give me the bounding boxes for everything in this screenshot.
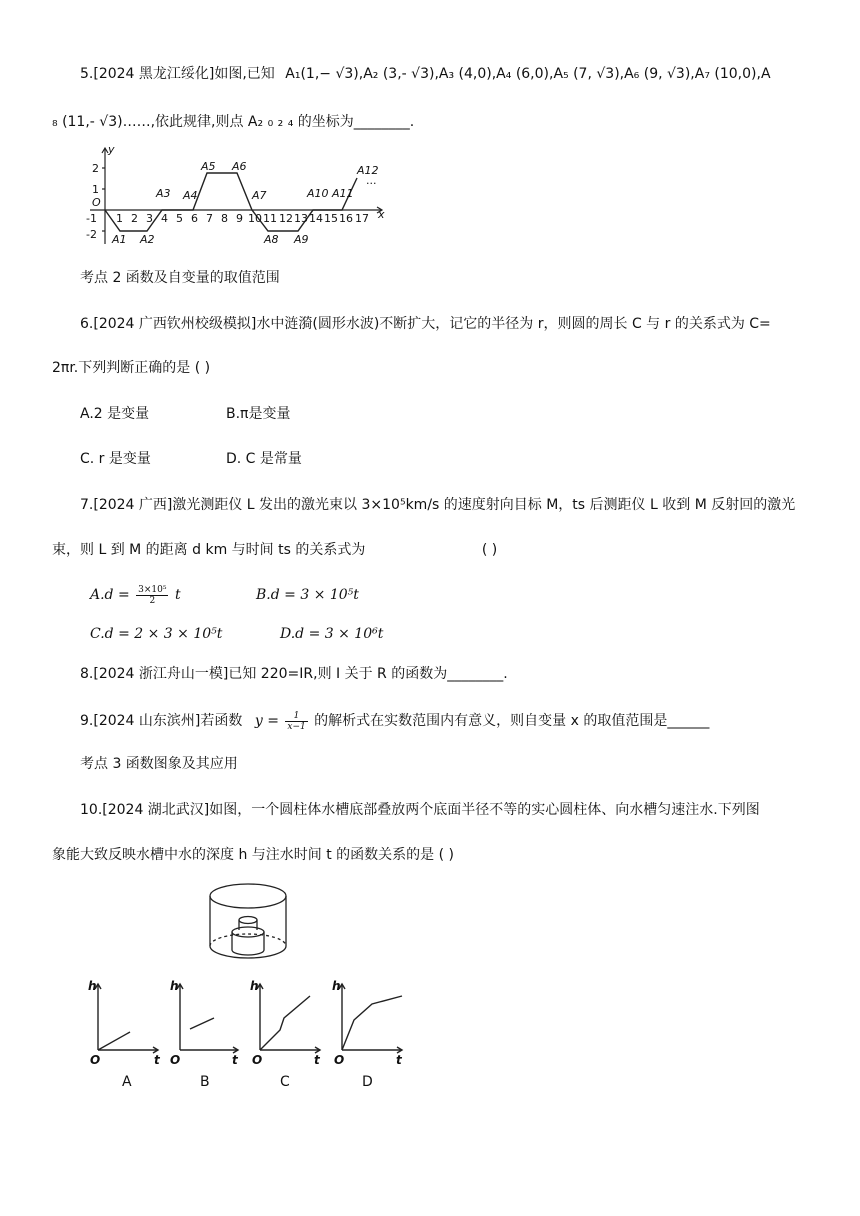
point-A11: A11 (332, 187, 354, 200)
graph-d-origin: O (334, 1053, 345, 1067)
x-tick-1: 1 (116, 212, 123, 225)
x-tick-2: 2 (131, 212, 138, 225)
graph-c-h-label: h (250, 979, 259, 993)
graph-c-t-label: t (314, 1053, 320, 1067)
x-tick-3: 3 (146, 212, 153, 225)
x-axis-label: x (378, 208, 385, 221)
q6-option-b: B.π是变量 (226, 406, 291, 422)
graph-a-line (98, 1032, 130, 1050)
x-tick-8: 8 (221, 212, 228, 225)
choice-label-d: D (362, 1074, 373, 1088)
q7-fraction-numerator: 3×10⁵ (138, 584, 167, 595)
q7-line1: 7.[2024 广西]激光测距仪 L 发出的激光束以 3×10⁵km/s 的速度射向目标 M，ts 后测距仪 L 收到 M 反射回的激光 (80, 497, 796, 513)
y-tick-neg1: -1 (86, 212, 97, 225)
q7-fraction-denominator: 2 (149, 595, 156, 606)
q9-prefix: 9.[2024 山东滨州]若函数 (80, 713, 243, 729)
x-tick-17: 17 (355, 212, 369, 225)
q7-line2 (52, 540, 497, 560)
x-tick-4: 4 (161, 212, 168, 225)
q7-option-a-prefix: A.d = (90, 587, 130, 603)
graph-d-line (342, 996, 402, 1050)
choice-label-b: B (200, 1074, 210, 1088)
q9-fraction (285, 711, 307, 732)
q9-line (80, 708, 709, 734)
q10-line1: 10.[2024 湖北武汉]如图，一个圆柱体水槽底部叠放两个底面半径不等的实心圆柱体、向水槽匀速注水.下列图 (80, 802, 760, 818)
y-tick-neg2: -2 (86, 228, 97, 241)
q6-line2: 2πr.下列判断正确的是 ( ) (52, 360, 211, 376)
graph-b-t-label: t (232, 1053, 238, 1067)
y-axis-label: y (108, 143, 115, 156)
q10-answer-graphs (84, 978, 414, 1088)
q5-line2: ₈ (11,- √3)……,依此规律,则点 A₂ ₀ ₂ ₄ 的坐标为________. (52, 114, 415, 130)
q9-fraction-denominator: x−1 (287, 721, 306, 732)
origin-label: O (92, 196, 101, 209)
point-A3: A3 (156, 187, 171, 200)
q5-zigzag-graph (80, 142, 390, 250)
x-tick-15: 15 (324, 212, 338, 225)
point-A5: A5 (201, 160, 216, 173)
y-tick-1: 1 (92, 183, 99, 196)
section-heading-2: 考点 2 函数及自变量的取值范围 (80, 270, 280, 286)
point-A4: A4 (183, 189, 198, 202)
choice-label-a: A (122, 1074, 132, 1088)
point-A1: A1 (112, 233, 127, 246)
x-tick-13: 13 (294, 212, 308, 225)
x-tick-14: 14 (309, 212, 323, 225)
water-tank-illustration (200, 880, 300, 970)
q9-y-equals: y = (254, 713, 279, 729)
q8-line: 8.[2024 浙江舟山一模]已知 220=IR,则 I 关于 R 的函数为________. (80, 666, 508, 682)
point-A8: A8 (264, 233, 279, 246)
section-heading-3: 考点 3 函数图象及其应用 (80, 756, 238, 772)
graph-b-h-label: h (170, 979, 179, 993)
x-tick-9: 9 (236, 212, 243, 225)
graph-b-origin: O (170, 1053, 181, 1067)
q6-option-c: C. r 是变量 (80, 451, 151, 467)
q7-option-c: C.d = 2 × 3 × 10⁵t (90, 626, 223, 642)
q5-prefix: 5.[2024 黑龙江绥化]如图,已知 (80, 66, 275, 82)
q6-option-a: A.2 是变量 (80, 406, 150, 422)
q7-option-a-suffix: t (174, 587, 181, 603)
q7-option-a (90, 582, 181, 608)
graph-a-origin: O (90, 1053, 101, 1067)
graph-b-line (190, 1018, 214, 1029)
q5-line1 (80, 64, 771, 84)
x-tick-7: 7 (206, 212, 213, 225)
point-A6: A6 (232, 160, 247, 173)
q7-answer-paren: ( ) (481, 542, 498, 558)
point-A12: A12 (357, 164, 379, 177)
choice-label-c: C (280, 1074, 290, 1088)
point-A10: A10 (307, 187, 329, 200)
x-tick-12: 12 (279, 212, 293, 225)
graph-c-line (260, 996, 310, 1050)
q7-option-b: B.d = 3 × 10⁵t (256, 587, 359, 603)
ellipsis: ... (366, 174, 377, 187)
q7-line2-text: 束，则 L 到 M 的距离 d km 与时间 ts 的关系式为 (52, 542, 366, 558)
point-A2: A2 (140, 233, 155, 246)
graph-a-h-label: h (88, 979, 97, 993)
q10-line2: 象能大致反映水槽中水的深度 h 与注水时间 t 的函数关系的是 ( ) (52, 847, 454, 863)
graph-d-t-label: t (396, 1053, 402, 1067)
q9-fraction-numerator: 1 (285, 711, 307, 722)
q6-line1: 6.[2024 广西钦州校级模拟]水中涟漪(圆形水波)不断扩大，记它的半径为 r，则圆的周长 C 与 r 的关系式为 C= (80, 316, 771, 332)
q5-points: A₁(1,− √3),A₂ (3,- √3),A₃ (4,0),A₄ (6,0),A₅ (7, √3),A₆ (9, √3),A₇ (10,0),A (285, 66, 771, 82)
graph-c-origin: O (252, 1053, 263, 1067)
q7-option-d: D.d = 3 × 10⁶t (280, 626, 384, 642)
x-tick-6: 6 (191, 212, 198, 225)
point-A9: A9 (294, 233, 309, 246)
graph-a-t-label: t (154, 1053, 160, 1067)
graph-d-h-label: h (332, 979, 341, 993)
y-tick-2: 2 (92, 162, 99, 175)
point-A7: A7 (252, 189, 267, 202)
x-tick-11: 11 (263, 212, 277, 225)
q9-suffix: 的解析式在实数范围内有意义，则自变量 x 的取值范围是______ (314, 713, 710, 729)
q6-option-d: D. C 是常量 (226, 451, 302, 467)
x-tick-10: 10 (248, 212, 262, 225)
x-tick-5: 5 (176, 212, 183, 225)
q7-option-a-fraction (136, 585, 168, 606)
x-tick-16: 16 (339, 212, 353, 225)
